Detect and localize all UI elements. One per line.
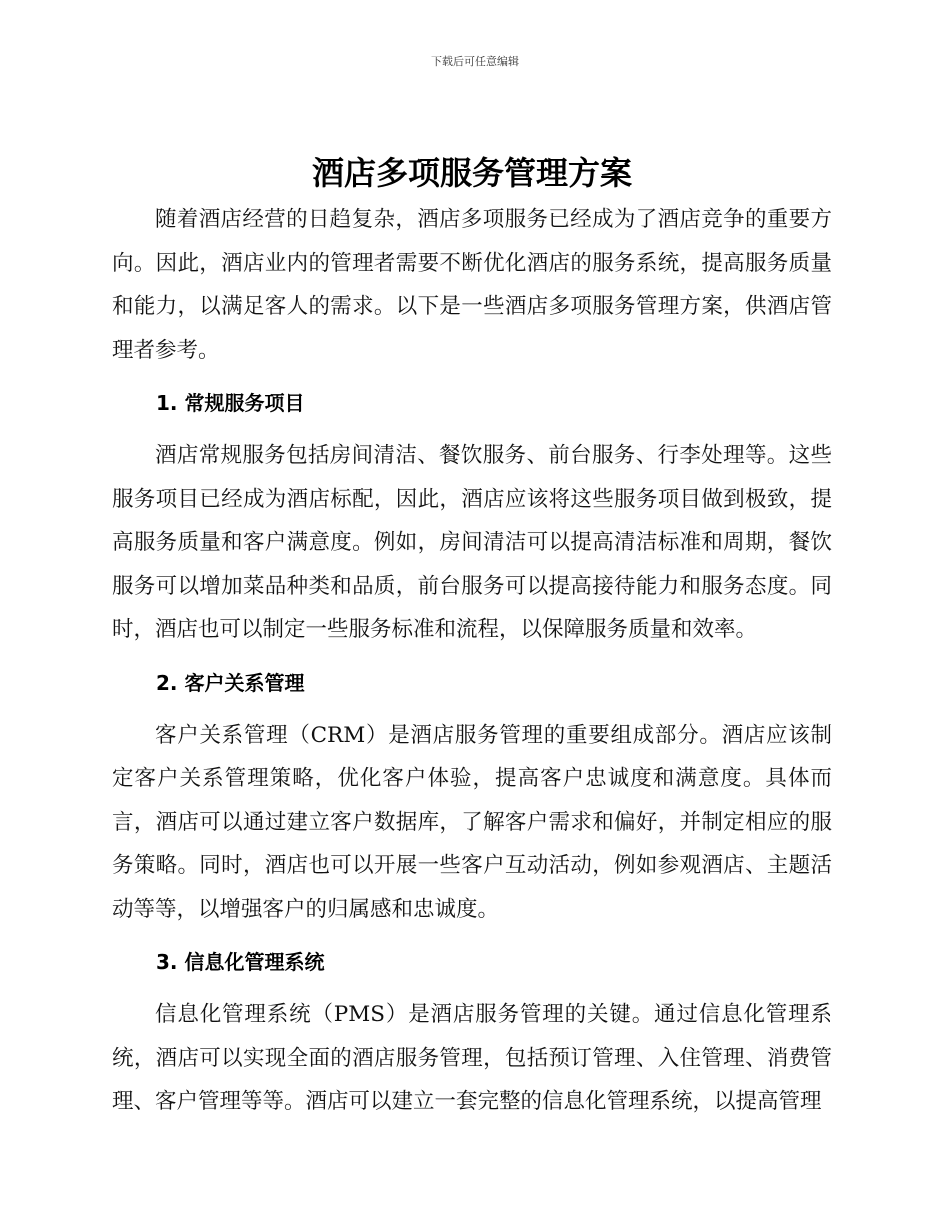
page-header-note: 下载后可任意编辑: [431, 55, 519, 68]
section-heading-1: 1. 常规服务项目: [156, 391, 305, 415]
intro-paragraph: 随着酒店经营的日趋复杂，酒店多项服务已经成为了酒店竞争的重要方向。因此，酒店业内的管理者需要不断优化酒店的服务系统，提高服务质量和能力，以满足客人的需求。以下是一些酒店多项服务管理方案，供酒店管理者参考。: [112, 207, 832, 363]
document-body: [112, 150, 832, 1124]
section-heading-3: 3. 信息化管理系统: [156, 950, 325, 974]
section-body-1: 酒店常规服务包括房间清洁、餐饮服务、前台服务、行李处理等。这些服务项目已经成为酒店标配，因此，酒店应该将这些服务项目做到极致，提高服务质量和客户满意度。例如，房间清洁可以提高清洁标准和周期，餐饮服务可以增加菜品种类和品质，前台服务可以提高接待能力和服务态度。同时，酒店也可以制定一些服务标准和流程，以保障服务质量和效率。: [112, 443, 832, 642]
section-body-2: 客户关系管理（CRM）是酒店服务管理的重要组成部分。酒店应该制定客户关系管理策略，优化客户体验，提高客户忠诚度和满意度。具体而言，酒店可以通过建立客户数据库，了解客户需求和偏好，并制定相应的服务策略。同时，酒店也可以开展一些客户互动活动，例如参观酒店、主题活动等等，以增强客户的归属感和忠诚度。: [112, 722, 832, 922]
section-body-3: 信息化管理系统（PMS）是酒店服务管理的关键。通过信息化管理系统，酒店可以实现全面的酒店服务管理，包括预订管理、入住管理、消费管理、客户管理等等。酒店可以建立一套完整的信息化管理系统，以提高管理: [112, 1002, 832, 1114]
document-title: 酒店多项服务管理方案: [311, 154, 632, 192]
section-heading-2: 2. 客户关系管理: [156, 670, 305, 695]
